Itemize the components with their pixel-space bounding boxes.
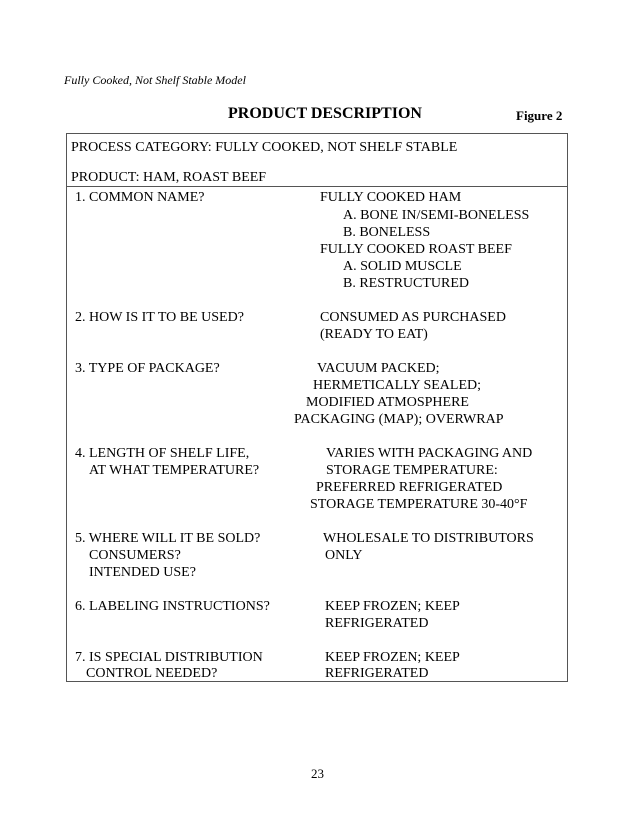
answer-3-line-1: VACUUM PACKED; [317, 361, 440, 376]
answer-7-line-1: KEEP FROZEN; KEEP [325, 650, 460, 665]
page-number: 23 [311, 766, 324, 781]
question-4-line-1: 4. LENGTH OF SHELF LIFE, [75, 446, 250, 461]
question-2: 2. HOW IS IT TO BE USED? [75, 310, 244, 325]
answer-4-line-1: VARIES WITH PACKAGING AND [326, 446, 533, 461]
running-head: Fully Cooked, Not Shelf Stable Model [64, 73, 246, 87]
answer-3-line-2: HERMETICALLY SEALED; [313, 378, 482, 393]
answer-1-line-6: B. RESTRUCTURED [343, 276, 470, 291]
question-6: 6. LABELING INSTRUCTIONS? [75, 599, 270, 614]
answer-2-line-1: CONSUMED AS PURCHASED [320, 310, 506, 325]
question-5-line-1: 5. WHERE WILL IT BE SOLD? [75, 531, 261, 546]
answer-5-line-1: WHOLESALE TO DISTRIBUTORS [323, 531, 534, 546]
answer-4-line-3: PREFERRED REFRIGERATED [316, 480, 503, 495]
question-7-line-1: 7. IS SPECIAL DISTRIBUTION [75, 650, 263, 665]
answer-4-line-4: STORAGE TEMPERATURE 30-40°F [310, 497, 528, 512]
answer-1-line-3: B. BONELESS [343, 225, 431, 240]
answer-4-line-2: STORAGE TEMPERATURE: [326, 463, 498, 478]
table-divider [66, 186, 568, 187]
page-title: PRODUCT DESCRIPTION [228, 105, 422, 122]
figure-label: Figure 2 [516, 108, 563, 123]
answer-1-line-4: FULLY COOKED ROAST BEEF [320, 242, 512, 257]
answer-5-line-2: ONLY [325, 548, 363, 563]
answer-7-line-2: REFRIGERATED [325, 666, 429, 681]
answer-1-line-2: A. BONE IN/SEMI-BONELESS [343, 208, 530, 223]
answer-1-line-1: FULLY COOKED HAM [320, 190, 462, 205]
product-line: PRODUCT: HAM, ROAST BEEF [71, 170, 267, 185]
question-5-line-2: CONSUMERS? [89, 548, 181, 563]
answer-3-line-3: MODIFIED ATMOSPHERE [306, 395, 469, 410]
answer-2-line-2: (READY TO EAT) [320, 327, 428, 342]
answer-6-line-1: KEEP FROZEN; KEEP [325, 599, 460, 614]
question-4-line-2: AT WHAT TEMPERATURE? [89, 463, 260, 478]
process-category: PROCESS CATEGORY: FULLY COOKED, NOT SHELF STABLE [71, 140, 458, 155]
answer-3-line-4: PACKAGING (MAP); OVERWRAP [294, 412, 504, 427]
answer-6-line-2: REFRIGERATED [325, 616, 429, 631]
answer-1-line-5: A. SOLID MUSCLE [343, 259, 462, 274]
question-7-line-2: CONTROL NEEDED? [86, 666, 218, 681]
question-3: 3. TYPE OF PACKAGE? [75, 361, 220, 376]
question-1: 1. COMMON NAME? [75, 190, 205, 205]
question-5-line-3: INTENDED USE? [89, 565, 196, 580]
